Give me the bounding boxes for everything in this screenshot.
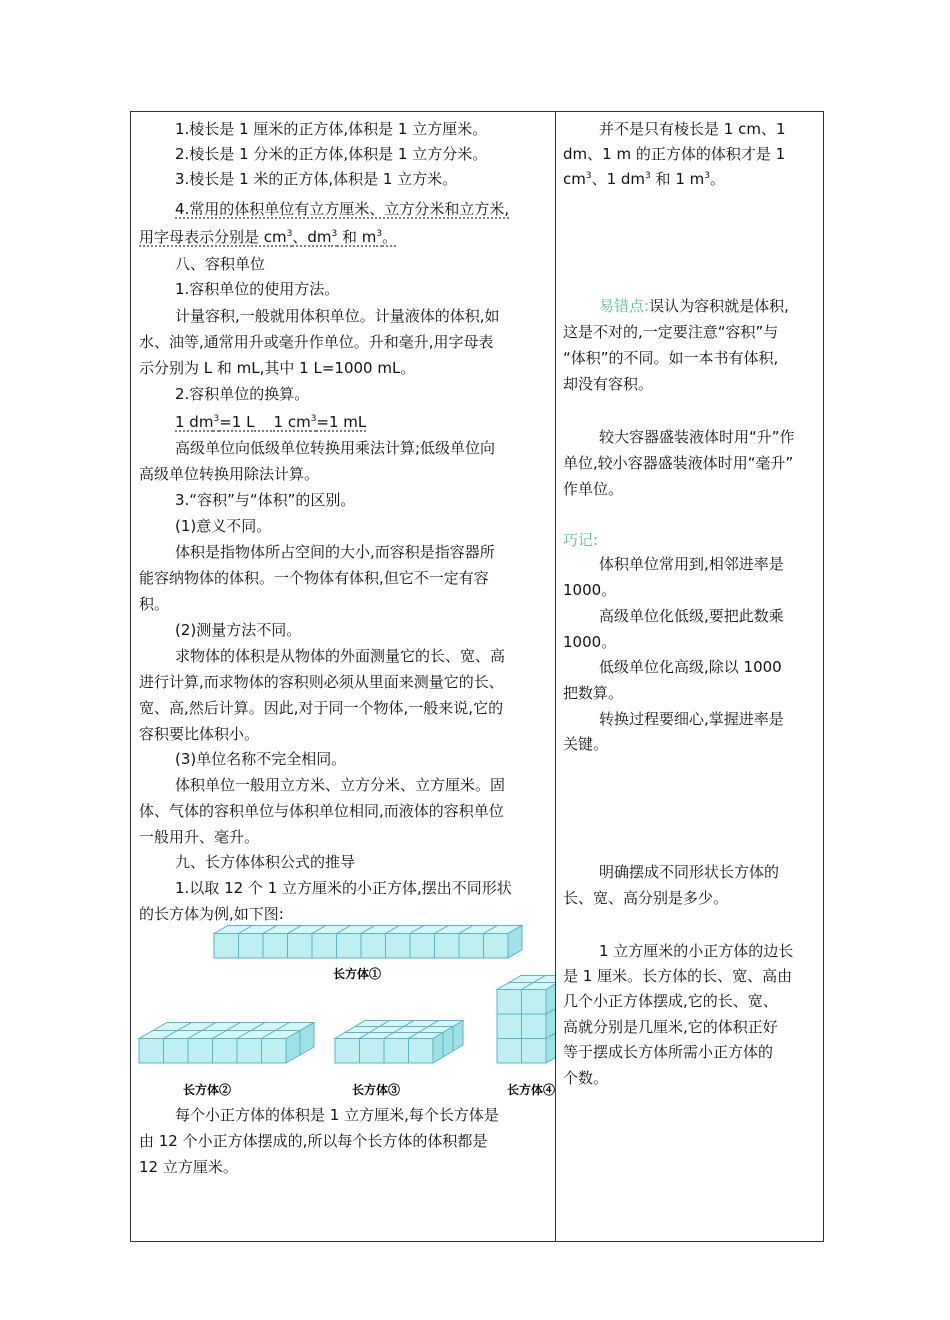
caption-cuboid-2: 长方体② [183,1083,232,1097]
cuboid-1-figure [214,926,522,959]
left-s91a: 1.以取 12 个 1 立方厘米的小正方体,摆出不同形状 [175,879,512,897]
right-error-a: 易错点:误认为容积就是体积, [599,297,789,315]
column-divider [555,112,556,1241]
left-s81: 1.容积单位的使用方法。 [175,280,340,298]
unit-cube-face [435,934,460,959]
left-t833a: 体积单位一般用立方米、立方分米、立方厘米。固 [175,776,506,794]
tip-3: 高级单位化低级,要把此数乘 [599,607,784,625]
left-conversion: 1 $dm^3=1$ L 1 $cm^3=1$ mL [175,413,367,431]
left-p3: 3.棱长是 1 米的正方体,体积是 1 立方米。 [175,170,458,188]
left-t9a: 每个小正方体的体积是 1 立方厘米,每个长方体是 [175,1106,499,1124]
tip-7: 转换过程要细心,掌握进率是 [599,710,784,728]
unit-cube-face [188,1039,213,1064]
unit-cube-face [522,1039,547,1064]
tip-1: 体积单位常用到,相邻进率是 [599,555,784,573]
caption-cuboid-3: 长方体③ [352,1083,401,1097]
cuboid-4-figure [497,976,555,1064]
left-s82: 2.容积单位的换算。 [175,385,310,403]
right-n4d: 高就分别是几厘米,它的体积正好 [563,1018,778,1036]
left-t831c: 积。 [139,595,170,613]
cuboid-2-figure [139,1023,314,1064]
tip-8: 关键。 [563,735,609,753]
unit-cube-face [484,934,509,959]
unit-cube-face [337,934,362,959]
left-p4b: 用字母表示分别是 $cm^3$、$dm^3$ 和 $m^3$。 [139,228,398,246]
right-n2b: 单位,较小容器盛装液体时用“毫升” [563,454,794,472]
right-n4e: 等于摆成长方体所需小正方体的 [563,1043,774,1061]
left-s91b: 的长方体为例,如下图: [139,905,284,923]
unit-cube-face [213,1039,238,1064]
unit-cube-face [522,1014,547,1039]
right-n2a: 较大容器盛装液体时用“升”作 [599,428,795,446]
unit-cube-face [443,1027,453,1058]
cuboid-figures [131,112,555,1243]
left-t832d: 容积要比体积小。 [139,725,260,743]
left-t831a: 体积是指物体所占空间的大小,而容积是指容器所 [175,543,495,561]
left-s831: (1)意义不同。 [175,517,272,535]
right-n1b: dm、1 m 的正方体的体积才是 1 [563,145,786,163]
left-p2: 2.棱长是 1 分米的正方体,体积是 1 立方分米。 [175,145,488,163]
left-t82b: 高级单位转换用除法计算。 [139,465,320,483]
unit-cube-face [335,1039,360,1064]
tip-label: 巧记: [563,531,599,549]
left-p4a: 4.常用的体积单位有立方厘米、立方分米和立方米, [175,200,510,218]
right-n1c: $cm^3$、1 $dm^3$ 和 1 $m^3$。 [563,170,725,188]
unit-cube-face [361,934,386,959]
unit-cube-face [497,1014,522,1039]
left-t9b: 由 12 个小正方体摆成的,所以每个长方体的体积都是 [139,1132,488,1150]
right-n4a: 1 立方厘米的小正方体的边长 [599,942,794,960]
tip-6: 把数算。 [563,684,624,702]
right-error-b: 这是不对的,一定要注意“容积”与 [563,323,779,341]
tip-2: 1000。 [563,581,617,599]
left-t832a: 求物体的体积是从物体的外面测量它的长、宽、高 [175,647,506,665]
left-t833b: 体、气体的容积单位与体积单位相同,而液体的容积单位 [139,802,504,820]
cuboid-3-figure [335,1021,463,1064]
left-t832b: 进行计算,而求物体的容积则必须从里面来测量它的长、 [139,673,504,691]
unit-cube-face [262,1039,287,1064]
unit-cube-face [433,1033,443,1064]
right-error-c: “体积”的不同。如一本书有体积, [563,349,779,367]
unit-cube-face [410,934,435,959]
unit-cube-face [459,934,484,959]
unit-cube-face [386,934,411,959]
left-t81b: 水、油等,通常用升或毫升作单位。升和毫升,用字母表 [139,333,494,351]
caption-cuboid-1: 长方体① [333,967,382,981]
unit-cube-face [139,1039,164,1064]
caption-cuboid-4: 长方体④ [507,1083,555,1097]
unit-cube-face [522,990,547,1015]
unit-cube-face [263,934,288,959]
unit-cube-face [312,934,337,959]
right-n4b: 是 1 厘米。长方体的长、宽、高由 [563,967,793,985]
right-n4f: 个数。 [563,1069,609,1087]
right-n3a: 明确摆成不同形状长方体的 [599,863,780,881]
right-n3b: 长、宽、高分别是多少。 [563,889,729,907]
left-t82a: 高级单位向低级单位转换用乘法计算;低级单位向 [175,439,496,457]
content-table [130,111,824,1242]
unit-cube-face [164,1039,189,1064]
left-t81a: 计量容积,一般就用体积单位。计量液体的体积,如 [175,307,500,325]
left-s832: (2)测量方法不同。 [175,621,302,639]
right-error-d: 却没有容积。 [563,375,654,393]
right-n4c: 几个小正方体摆成,它的长、宽、 [563,992,778,1010]
left-t9c: 12 立方厘米。 [139,1158,238,1176]
unit-cube-face [497,990,522,1015]
unit-cube-face [384,1039,409,1064]
error-label: 易错点: [599,297,650,315]
unit-cube-face [497,1039,522,1064]
unit-cube-face [214,934,239,959]
unit-cube-face [360,1039,385,1064]
left-s833: (3)单位名称不完全相同。 [175,750,347,768]
unit-cube-face [237,1039,262,1064]
left-t81c: 示分别为 L 和 mL,其中 1 L=1000 mL。 [139,359,416,377]
unit-cube-face [409,1039,434,1064]
unit-cube-face [288,934,313,959]
left-s83: 3.“容积”与“体积”的区别。 [175,491,356,509]
left-t832c: 宽、高,然后计算。因此,对于同一个物体,一般来说,它的 [139,699,504,717]
right-n1a: 并不是只有棱长是 1 cm、1 [599,120,786,138]
tip-4: 1000。 [563,633,617,651]
unit-cube-face [453,1021,463,1052]
heading-8: 八、容积单位 [175,255,266,273]
unit-cube-face [239,934,264,959]
tip-5: 低级单位化高级,除以 1000 [599,658,782,676]
right-n2c: 作单位。 [563,480,624,498]
left-p1: 1.棱长是 1 厘米的正方体,体积是 1 立方厘米。 [175,120,488,138]
left-t833c: 一般用升、毫升。 [139,828,260,846]
heading-9: 九、长方体体积公式的推导 [175,853,356,871]
left-t831b: 能容纳物体的体积。一个物体有体积,但它不一定有容 [139,569,489,587]
